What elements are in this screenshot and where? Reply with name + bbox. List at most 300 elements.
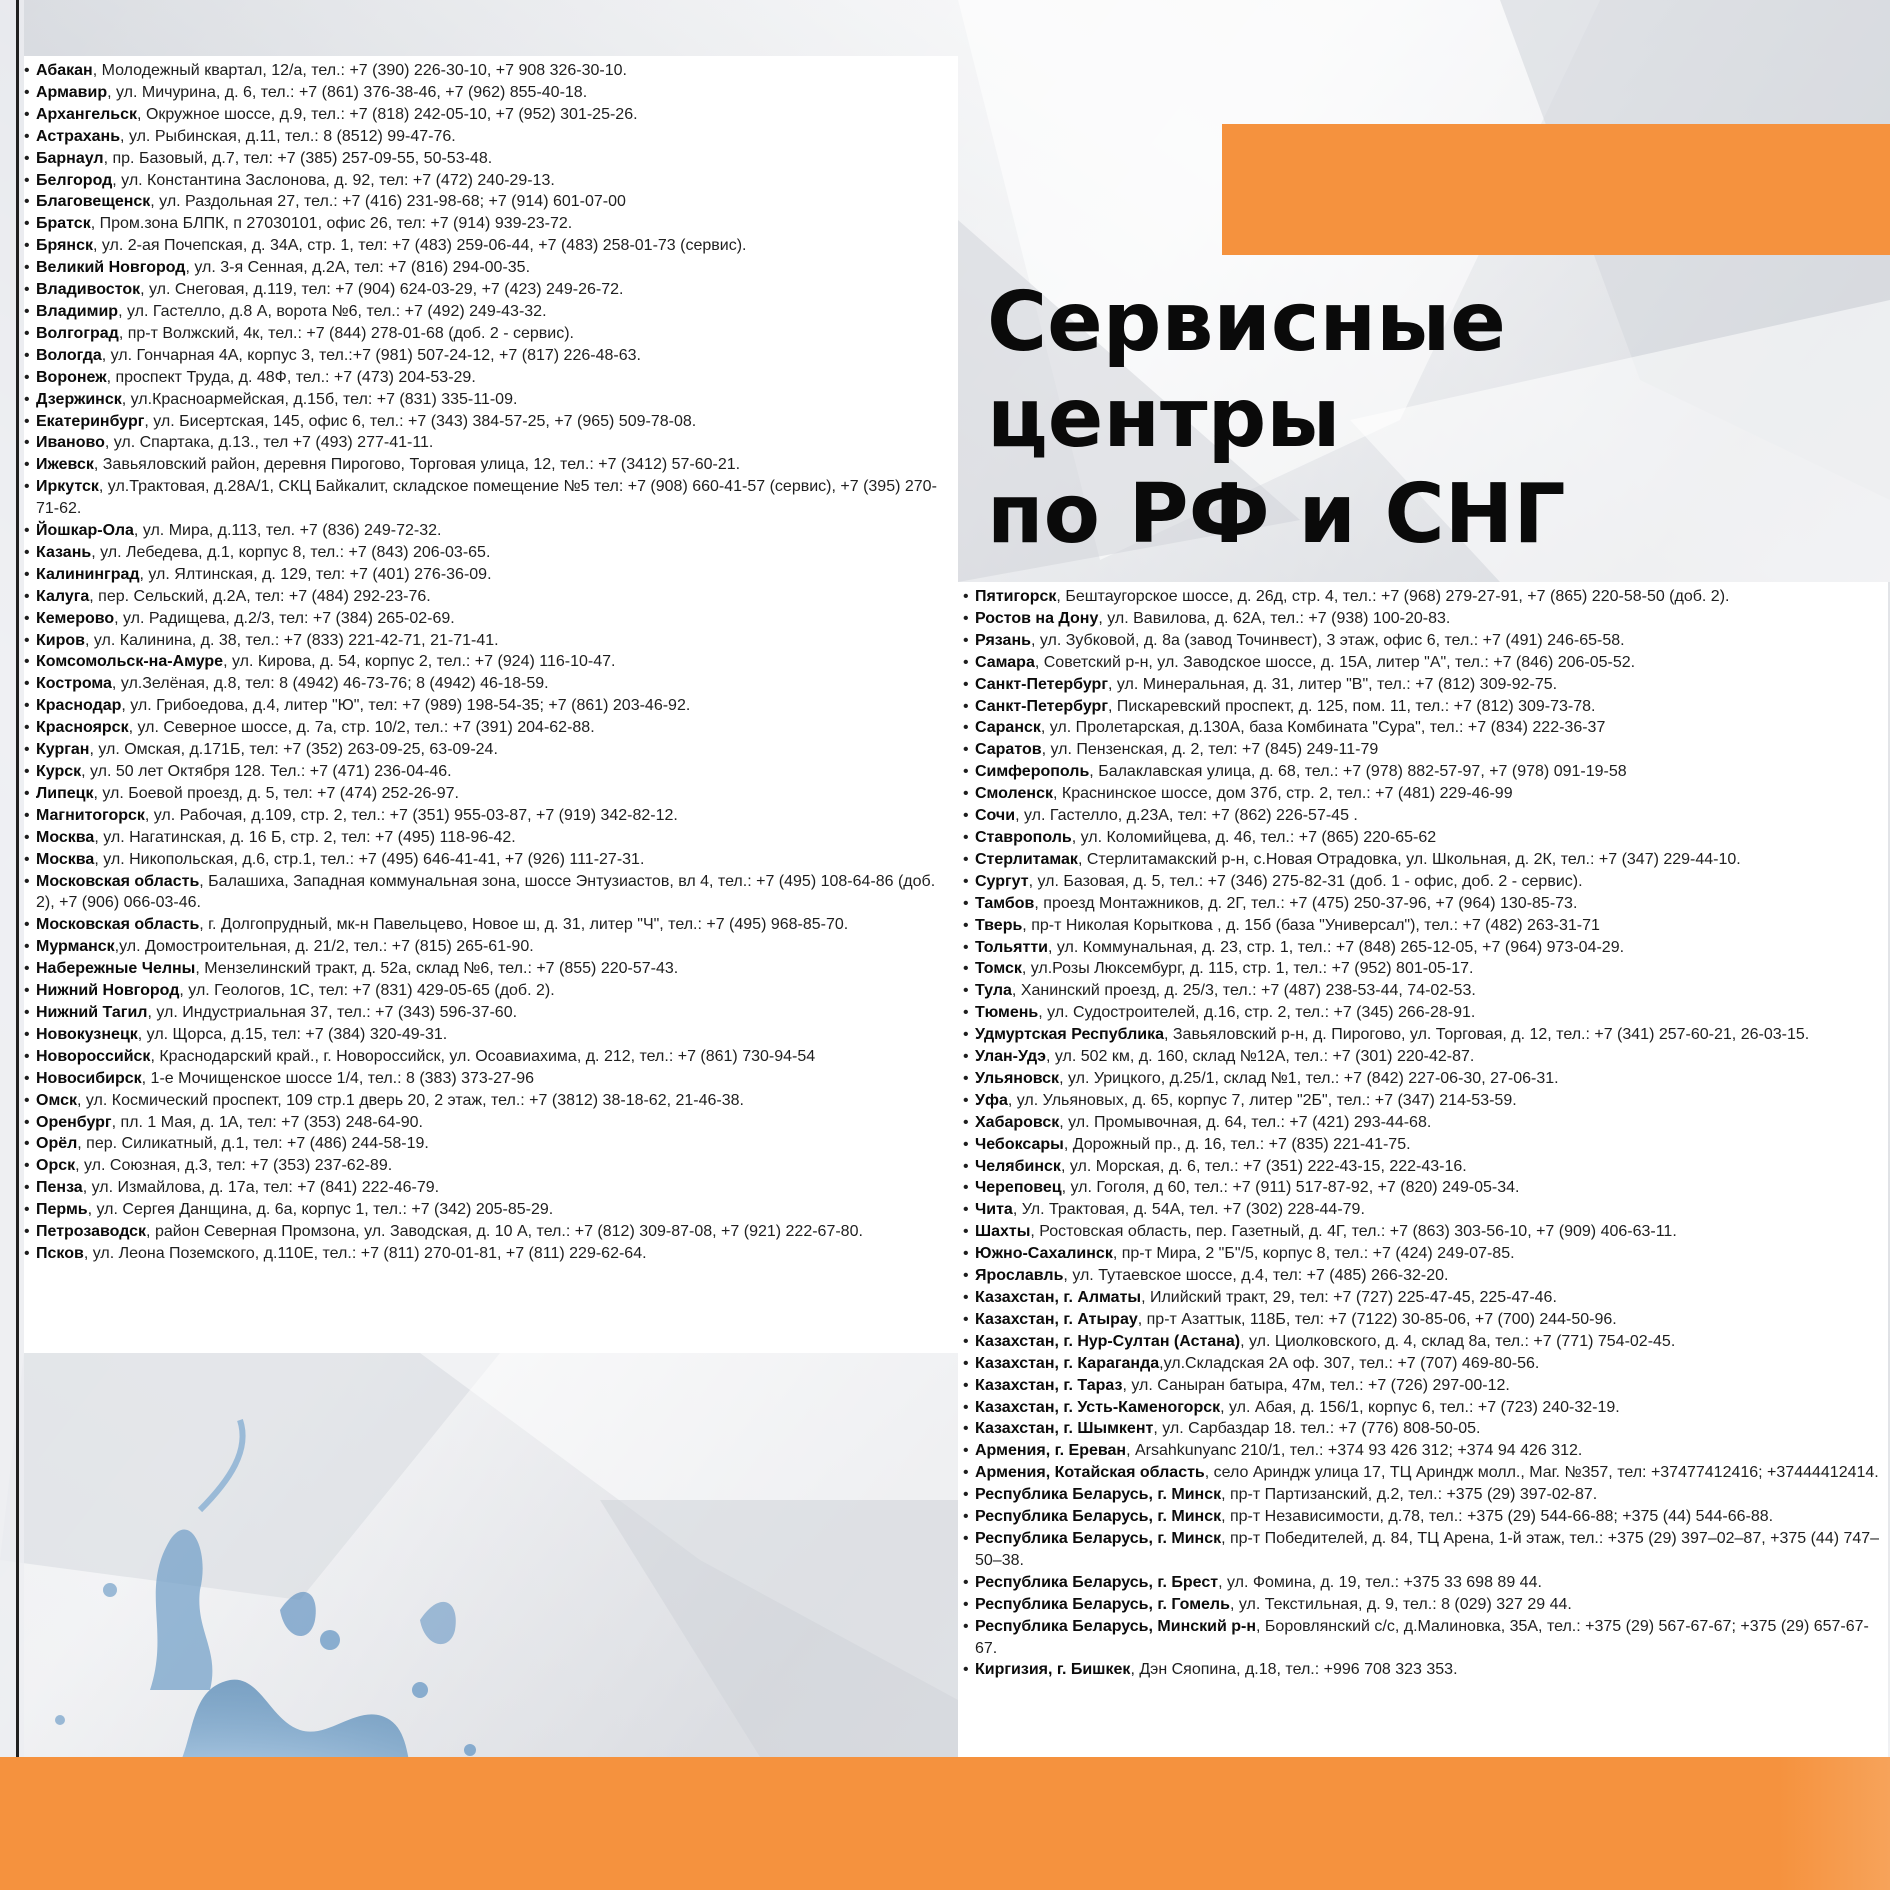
service-center-item bbox=[963, 1309, 1883, 1331]
service-center-city: Киров bbox=[36, 631, 85, 649]
service-center-details: , ул. 50 лет Октября 128. Тел.: +7 (471) 236-04-46. bbox=[81, 763, 452, 780]
service-center-details: , ул. Ульяновых, д. 65, корпус 7, литер "2Б", тел.: +7 (347) 214-53-59. bbox=[1007, 1091, 1517, 1109]
service-center-item bbox=[963, 1462, 1883, 1484]
service-center-details: , ул. Тутаевское шоссе, д.4, тел: +7 (485) 266-32-20. bbox=[1063, 1267, 1449, 1285]
service-center-item bbox=[963, 1068, 1883, 1090]
service-center-item bbox=[24, 761, 954, 783]
service-center-details: , ул. Рабочая, д.109, стр. 2, тел.: +7 (351) 955-03-87, +7 (919) 342-82-12. bbox=[144, 806, 678, 824]
service-center-city: Саранск bbox=[975, 719, 1041, 737]
service-center-city: Республика Беларусь, г. Минск bbox=[975, 1529, 1222, 1547]
service-center-city: Чебоксары bbox=[975, 1135, 1064, 1153]
service-center-city: Владимир bbox=[36, 302, 119, 320]
service-center-details: , ул. Базовая, д. 5, тел.: +7 (346) 275-82-31 (доб. 1 - офис, доб. 2 - сервис). bbox=[1028, 872, 1583, 890]
service-center-item bbox=[24, 1002, 954, 1024]
service-center-details: , Ростовская область, пер. Газетный, д. 4Г, тел.: +7 (863) 303-56-10, +7 (909) 406-63-11. bbox=[1030, 1223, 1677, 1241]
service-center-city: Кострома bbox=[36, 675, 112, 693]
service-center-item bbox=[963, 958, 1883, 980]
service-center-item bbox=[24, 958, 954, 980]
service-center-details: , Пром.зона БЛПК, п 27030101, офис 26, тел: +7 (914) 939-23-72. bbox=[90, 215, 573, 233]
service-center-details: , район Северная Промзона, ул. Заводская, д. 10 А, тел.: +7 (812) 309-87-08, +7 (921) 222-67-80. bbox=[146, 1223, 863, 1241]
service-center-city: Казахстан, г. Атырау bbox=[975, 1310, 1138, 1328]
service-center-item bbox=[963, 1594, 1883, 1616]
service-center-city: Вологда bbox=[36, 346, 102, 364]
service-center-item bbox=[963, 1440, 1883, 1462]
header-accent-block bbox=[1222, 124, 1890, 255]
service-center-details: , ул. Текстильная, д. 9, тел.: 8 (029) 327 29 44. bbox=[1229, 1595, 1572, 1613]
service-center-item bbox=[963, 652, 1883, 674]
service-center-item bbox=[963, 739, 1883, 761]
service-center-details: , пр-т Мира, 2 "Б"/5, корпус 8, тел.: +7 (424) 249-07-85. bbox=[1112, 1245, 1515, 1263]
service-center-city: Тамбов bbox=[975, 894, 1035, 912]
service-center-city: Казахстан, г. Тараз bbox=[975, 1376, 1123, 1394]
service-center-item bbox=[24, 411, 954, 433]
service-center-item bbox=[24, 257, 954, 279]
service-center-item bbox=[963, 1177, 1883, 1199]
service-center-item bbox=[24, 564, 954, 586]
service-center-details: , пер. Силикатный, д.1, тел: +7 (486) 244-58-19. bbox=[77, 1135, 429, 1153]
service-center-details: , 1-е Мочищенское шоссе 1/4, тел.: 8 (383) 373-27-96 bbox=[141, 1069, 535, 1087]
service-center-details: , ул. Геологов, 1С, тел: +7 (831) 429-05-65 (доб. 2). bbox=[179, 982, 555, 1000]
service-center-item bbox=[24, 476, 954, 520]
service-center-details: , ул. Гоголя, д 60, тел.: +7 (911) 517-87-92, +7 (820) 249-05-34. bbox=[1061, 1179, 1520, 1197]
service-center-item bbox=[24, 389, 954, 411]
service-center-details: , Ул. Трактовая, д. 54А, тел. +7 (302) 228-44-79. bbox=[1012, 1201, 1365, 1219]
service-center-details: , ул. Морская, д. 6, тел.: +7 (351) 222-43-15, 222-43-16. bbox=[1060, 1157, 1467, 1175]
service-center-item bbox=[24, 60, 954, 82]
service-center-item bbox=[24, 1199, 954, 1221]
service-center-city: Курган bbox=[36, 741, 90, 759]
service-center-city: Краснодар bbox=[36, 697, 122, 715]
service-center-item bbox=[24, 148, 954, 170]
service-center-city: Республика Беларусь, г. Минск bbox=[975, 1508, 1222, 1526]
service-center-details: , ул. Спартака, д.13., тел +7 (493) 277-41-11. bbox=[104, 434, 434, 452]
service-center-city: Удмуртская Республика bbox=[975, 1026, 1164, 1044]
service-center-details: , ул. Нагатинская, д. 16 Б, стр. 2, тел: +7 (495) 118-96-42. bbox=[94, 828, 516, 846]
service-center-item bbox=[963, 805, 1883, 827]
service-center-item bbox=[24, 914, 954, 936]
service-center-details: , Балаклавская улица, д. 68, тел.: +7 (978) 882-57-97, +7 (978) 091-19-58 bbox=[1089, 763, 1627, 781]
service-center-city: Сочи bbox=[975, 807, 1016, 825]
service-center-city: Казахстан, г. Шымкент bbox=[975, 1420, 1154, 1438]
service-center-city: Армения, Котайская область bbox=[975, 1464, 1205, 1482]
service-center-item bbox=[963, 871, 1883, 893]
service-center-city: Челябинск bbox=[975, 1157, 1061, 1175]
service-center-item bbox=[24, 82, 954, 104]
service-center-details: , Arsahkunyanc 210/1, тел.: +374 93 426 312; +374 94 426 312. bbox=[1126, 1442, 1583, 1460]
service-center-details: , ул. Бисертская, 145, офис 6, тел.: +7 (343) 384-57-25, +7 (965) 509-78-08. bbox=[144, 412, 697, 430]
service-center-item bbox=[24, 849, 954, 871]
service-center-item bbox=[963, 783, 1883, 805]
service-center-item bbox=[24, 805, 954, 827]
service-center-city: Иваново bbox=[36, 434, 105, 452]
service-center-city: Чита bbox=[975, 1201, 1013, 1219]
service-center-item bbox=[24, 213, 954, 235]
service-center-city: Шахты bbox=[975, 1223, 1031, 1241]
service-center-details: , ул. 2-ая Почепская, д. 34А, стр. 1, тел: +7 (483) 259-06-44, +7 (483) 258-01-73 (сервис). bbox=[92, 237, 747, 255]
service-center-city: Пенза bbox=[36, 1179, 83, 1197]
service-center-item bbox=[24, 717, 954, 739]
service-center-details: , ул. Леона Поземского, д.110Е, тел.: +7 (811) 270-01-81, +7 (811) 229-62-64. bbox=[83, 1244, 647, 1262]
service-center-details: , ул. Судостроителей, д.16, стр. 2, тел.: +7 (345) 266-28-91. bbox=[1038, 1004, 1476, 1022]
title-line-2: по РФ и СНГ bbox=[987, 467, 1566, 562]
service-center-details: , Ханинский проезд, д. 25/3, тел.: +7 (487) 238-53-44, 74-02-53. bbox=[1011, 982, 1476, 1000]
service-center-item bbox=[24, 1046, 954, 1068]
service-center-details: , Пискаревский проспект, д. 125, пом. 11, тел.: +7 (812) 309-73-78. bbox=[1107, 697, 1596, 715]
service-center-city: Череповец bbox=[975, 1179, 1062, 1197]
service-center-city: Воронеж bbox=[36, 368, 107, 386]
service-center-details: , ул. Северное шоссе, д. 7а, стр. 10/2, тел.: +7 (391) 204-62-88. bbox=[128, 719, 595, 737]
service-center-item bbox=[24, 630, 954, 652]
service-center-details: , ул. Гастелло, д.8 А, ворота №6, тел.: +7 (492) 249-43-32. bbox=[118, 302, 547, 320]
service-centers-list-left bbox=[24, 60, 954, 1265]
service-center-details: , село Ариндж улица 17, ТЦ Ариндж молл., Маг. №357, тел: +37477412416; +37444412414. bbox=[1204, 1464, 1879, 1482]
service-center-item bbox=[24, 1133, 954, 1155]
service-center-item bbox=[963, 915, 1883, 937]
service-center-details: , г. Долгопрудный, мк-н Павельцево, Новое ш, д. 31, литер "Ч", тел.: +7 (495) 968-85-70. bbox=[199, 916, 849, 934]
service-center-details: , пр-т Азаттык, 118Б, тел: +7 (7122) 30-85-06, +7 (700) 244-50-96. bbox=[1137, 1310, 1617, 1328]
service-center-details: , Завьяловский район, деревня Пирогово, Торговая улица, 12, тел.: +7 (3412) 57-60-21. bbox=[93, 456, 741, 474]
service-center-city: Оренбург bbox=[36, 1113, 112, 1131]
service-center-item bbox=[24, 783, 954, 805]
service-center-city: Московская область bbox=[36, 872, 200, 890]
service-center-details: , ул. Саныран батыра, 47м, тел.: +7 (726) 297-00-12. bbox=[1122, 1376, 1510, 1394]
service-center-item bbox=[24, 542, 954, 564]
service-center-details: , ул. Щорса, д.15, тел: +7 (384) 320-49-31. bbox=[137, 1025, 448, 1043]
service-center-details: , пер. Сельский, д.2А, тел: +7 (484) 292-23-76. bbox=[89, 587, 431, 605]
service-center-item bbox=[963, 761, 1883, 783]
service-center-city: Астрахань bbox=[36, 127, 121, 145]
service-center-details: , пр-т Независимости, д.78, тел.: +375 (29) 544-66-88; +375 (44) 544-66-88. bbox=[1221, 1508, 1774, 1526]
service-center-item bbox=[24, 651, 954, 673]
service-center-city: Самара bbox=[975, 653, 1035, 671]
service-center-item bbox=[963, 696, 1883, 718]
service-center-item bbox=[963, 1002, 1883, 1024]
service-center-details: , ул. Омская, д.171Б, тел: +7 (352) 263-09-25, 63-09-24. bbox=[89, 741, 498, 759]
service-center-item bbox=[963, 1090, 1883, 1112]
service-center-city: Пятигорск bbox=[975, 588, 1057, 605]
service-center-item bbox=[963, 827, 1883, 849]
service-center-city: Новокузнецк bbox=[36, 1025, 138, 1043]
service-center-city: Новороссийск bbox=[36, 1047, 151, 1065]
service-center-details: , ул. Союзная, д.3, тел: +7 (353) 237-62-89. bbox=[75, 1157, 393, 1175]
service-center-city: Республика Беларусь, г. Минск bbox=[975, 1486, 1222, 1504]
service-center-details: , пр-т Партизанский, д.2, тел.: +375 (29) 397-02-87. bbox=[1221, 1486, 1598, 1504]
service-center-item bbox=[24, 126, 954, 148]
service-center-city: Республика Беларусь, г. Брест bbox=[975, 1573, 1219, 1591]
service-center-city: Саратов bbox=[975, 741, 1042, 759]
service-center-details: , ул.Зелёная, д.8, тел: 8 (4942) 46-73-76; 8 (4942) 46-18-59. bbox=[111, 675, 549, 693]
service-center-city: Москва bbox=[36, 828, 95, 846]
service-center-item bbox=[24, 301, 954, 323]
service-center-details: , ул. Никопольская, д.6, стр.1, тел.: +7 (495) 646-41-41, +7 (926) 111-27-31. bbox=[94, 850, 645, 868]
service-center-details: , Боровлянский с/с, д.Малиновка, 35А, тел.: +375 (29) 567-67-67; +375 (29) 657-67-67. bbox=[975, 1617, 1869, 1657]
service-center-details: , пр. Базовый, д.7, тел: +7 (385) 257-09-55, 50-53-48. bbox=[103, 149, 493, 167]
service-center-details: , ул. Абая, д. 156/1, корпус 6, тел.: +7 (723) 240-32-19. bbox=[1220, 1398, 1620, 1416]
service-center-city: Петрозаводск bbox=[36, 1223, 147, 1241]
service-center-city: Казань bbox=[36, 543, 92, 561]
service-center-city: Псков bbox=[36, 1244, 84, 1262]
service-center-details: , Советский р-н, ул. Заводское шоссе, д. 15А, литер "А", тел.: +7 (846) 206-05-52. bbox=[1034, 653, 1636, 671]
service-center-details: , ул. Мира, д.113, тел. +7 (836) 249-72-32. bbox=[133, 522, 442, 540]
service-center-item bbox=[963, 1024, 1883, 1046]
service-center-city: Благовещенск bbox=[36, 193, 151, 211]
service-center-city: Санкт-Петербург bbox=[975, 697, 1108, 715]
service-center-item bbox=[24, 936, 954, 958]
service-center-city: Магнитогорск bbox=[36, 806, 145, 824]
service-center-city: Ставрополь bbox=[975, 828, 1072, 846]
service-center-city: Йошкар-Ола bbox=[36, 522, 134, 540]
service-center-city: Московская область bbox=[36, 916, 200, 934]
service-center-details: , Завьяловский р-н, д. Пирогово, ул. Торговая, д. 12, тел.: +7 (341) 257-60-21, 26-03-15. bbox=[1164, 1026, 1810, 1044]
service-center-details: , Бештаугорское шоссе, д. 26д, стр. 4, тел.: +7 (968) 279-27-91, +7 (865) 220-58-50 (доб. 2). bbox=[1056, 588, 1730, 605]
service-center-details: , ул. Фомина, д. 19, тел.: +375 33 698 89 44. bbox=[1218, 1573, 1542, 1591]
service-center-city: Братск bbox=[36, 215, 91, 233]
service-center-city: Нижний Новгород bbox=[36, 982, 180, 1000]
service-center-item bbox=[24, 104, 954, 126]
service-center-details: , Мензелинский тракт, д. 52а, склад №6, тел.: +7 (855) 220-57-43. bbox=[195, 960, 679, 978]
service-center-item bbox=[24, 1112, 954, 1134]
service-center-details: , ул. Радищева, д.2/3, тел: +7 (384) 265-02-69. bbox=[114, 609, 455, 627]
service-center-item bbox=[963, 1353, 1883, 1375]
service-center-city: Белгород bbox=[36, 171, 113, 189]
service-center-city: Республика Беларусь, Минский р-н bbox=[975, 1617, 1257, 1635]
service-center-city: Армения, г. Ереван bbox=[975, 1442, 1127, 1460]
service-center-details: , ул. Гончарная 4А, корпус 3, тел.:+7 (981) 507-24-12, +7 (817) 226-48-63. bbox=[101, 346, 641, 364]
service-center-city: Киргизия, г. Бишкек bbox=[975, 1661, 1131, 1679]
service-center-item bbox=[24, 323, 954, 345]
service-center-details: , Окружное шоссе, д.9, тел.: +7 (818) 242-05-10, +7 (952) 301-25-26. bbox=[137, 105, 638, 123]
service-center-city: Мурманск bbox=[36, 938, 115, 956]
service-center-details: , ул. Коломийцева, д. 46, тел.: +7 (865) 220-65-62 bbox=[1071, 828, 1437, 846]
service-center-item bbox=[963, 1243, 1883, 1265]
service-center-item bbox=[963, 1528, 1883, 1572]
service-center-details: , пр-т Волжский, 4к, тел.: +7 (844) 278-01-68 (доб. 2 - сервис). bbox=[118, 324, 574, 342]
service-center-city: Орск bbox=[36, 1157, 76, 1175]
service-center-city: Волгоград bbox=[36, 324, 119, 342]
service-center-item bbox=[963, 717, 1883, 739]
service-center-details: , ул. 502 км, д. 160, склад №12А, тел.: +7 (301) 220-42-87. bbox=[1045, 1048, 1475, 1066]
service-center-item bbox=[963, 1265, 1883, 1287]
service-center-item bbox=[963, 937, 1883, 959]
service-center-details: , ул. Пролетарская, д.130А, база Комбината "Сура", тел.: +7 (834) 222-36-37 bbox=[1040, 719, 1606, 737]
service-center-item bbox=[24, 586, 954, 608]
service-center-item bbox=[963, 674, 1883, 696]
service-center-item bbox=[24, 871, 954, 915]
service-center-details: ,ул. Домостроительная, д. 21/2, тел.: +7 (815) 265-61-90. bbox=[114, 938, 534, 956]
service-center-item bbox=[963, 1506, 1883, 1528]
service-center-details: , ул. Гастелло, д.23А, тел: +7 (862) 226-57-45 . bbox=[1015, 807, 1358, 825]
service-center-item bbox=[963, 1572, 1883, 1594]
service-center-item bbox=[24, 739, 954, 761]
service-center-details: , ул. Рыбинская, д.11, тел.: 8 (8512) 99-47-76. bbox=[120, 127, 456, 145]
service-center-item bbox=[24, 673, 954, 695]
service-center-item bbox=[963, 1199, 1883, 1221]
service-center-item bbox=[24, 1177, 954, 1199]
service-center-city: Ярославль bbox=[975, 1267, 1064, 1285]
page-title bbox=[987, 275, 1867, 563]
service-centers-list-right bbox=[963, 586, 1883, 1681]
service-center-city: Барнаул bbox=[36, 149, 104, 167]
service-center-details: , ул. Минеральная, д. 31, литер "В", тел.: +7 (812) 309-92-75. bbox=[1107, 675, 1558, 693]
service-center-details: , Дэн Сяопина, д.18, тел.: +996 708 323 353. bbox=[1130, 1661, 1458, 1679]
service-center-details: , ул. Раздольная 27, тел.: +7 (416) 231-98-68; +7 (914) 601-07-00 bbox=[150, 193, 626, 211]
service-center-city: Орёл bbox=[36, 1135, 78, 1153]
service-center-item bbox=[24, 520, 954, 542]
service-center-city: Нижний Тагил bbox=[36, 1003, 148, 1021]
service-center-item bbox=[24, 1155, 954, 1177]
service-center-city: Ижевск bbox=[36, 456, 94, 474]
service-center-item bbox=[24, 170, 954, 192]
service-center-item bbox=[24, 608, 954, 630]
service-center-item bbox=[24, 191, 954, 213]
service-center-city: Брянск bbox=[36, 237, 93, 255]
service-center-details: , ул.Розы Люксембург, д. 115, стр. 1, тел.: +7 (952) 801-05-17. bbox=[1021, 960, 1474, 978]
service-center-details: , Дорожный пр., д. 16, тел.: +7 (835) 221-41-75. bbox=[1063, 1135, 1411, 1153]
service-center-item bbox=[24, 235, 954, 257]
service-center-city: Тюмень bbox=[975, 1004, 1039, 1022]
service-center-details: , ул. Константина Заслонова, д. 92, тел: +7 (472) 240-29-13. bbox=[112, 171, 555, 189]
service-center-details: , ул. Космический проспект, 109 стр.1 дверь 20, 2 этаж, тел.: +7 (3812) 38-18-62, 21-46-38. bbox=[76, 1091, 744, 1109]
service-center-details: , Стерлитамакский р-н, с.Новая Отрадовка, ул. Школьная, д. 2К, тел.: +7 (347) 229-44-10. bbox=[1077, 850, 1741, 868]
footer-accent-fade bbox=[1778, 1757, 1890, 1890]
service-center-city: Новосибирск bbox=[36, 1069, 142, 1087]
service-center-details: , ул. Мичурина, д. 6, тел.: +7 (861) 376-38-46, +7 (962) 855-40-18. bbox=[107, 83, 588, 101]
service-center-item bbox=[24, 827, 954, 849]
service-center-city: Томск bbox=[975, 960, 1022, 978]
service-center-item bbox=[963, 1134, 1883, 1156]
service-center-item bbox=[24, 279, 954, 301]
service-center-city: Иркутск bbox=[36, 478, 99, 496]
service-center-item bbox=[963, 608, 1883, 630]
service-center-city: Омск bbox=[36, 1091, 77, 1109]
service-center-city: Казахстан, г. Усть-Каменогорск bbox=[975, 1398, 1221, 1416]
service-center-city: Улан-Удэ bbox=[975, 1048, 1046, 1066]
service-center-city: Липецк bbox=[36, 784, 94, 802]
service-center-city: Кемерово bbox=[36, 609, 115, 627]
service-center-city: Калуга bbox=[36, 587, 90, 605]
service-center-details: , ул. Циолковского, д. 4, склад 8а, тел.: +7 (771) 754-02-45. bbox=[1240, 1332, 1676, 1350]
service-center-city: Рязань bbox=[975, 631, 1031, 649]
service-center-city: Абакан bbox=[36, 62, 93, 79]
service-center-city: Пермь bbox=[36, 1201, 88, 1219]
service-center-city: Санкт-Петербург bbox=[975, 675, 1108, 693]
service-center-city: Сургут bbox=[975, 872, 1029, 890]
service-center-details: ,ул.Складская 2А оф. 307, тел.: +7 (707) 469-80-56. bbox=[1159, 1354, 1540, 1372]
service-center-details: , ул.Красноармейская, д.15б, тел: +7 (831) 335-11-09. bbox=[121, 390, 518, 408]
service-center-item bbox=[24, 695, 954, 717]
service-center-details: , ул. Ялтинская, д. 129, тел: +7 (401) 276-36-09. bbox=[139, 565, 492, 583]
service-center-item bbox=[963, 1287, 1883, 1309]
service-center-city: Стерлитамак bbox=[975, 850, 1078, 868]
service-center-city: Хабаровск bbox=[975, 1113, 1060, 1131]
service-center-details: , ул. Зубковой, д. 8а (завод Точинвест), 3 этаж, офис 6, тел.: +7 (491) 246-65-58. bbox=[1030, 631, 1625, 649]
service-center-item bbox=[24, 367, 954, 389]
service-center-item bbox=[963, 1484, 1883, 1506]
service-center-city: Москва bbox=[36, 850, 95, 868]
service-center-city: Екатеринбург bbox=[36, 412, 145, 430]
service-center-item bbox=[963, 586, 1883, 608]
service-center-item bbox=[963, 1616, 1883, 1660]
service-center-details: , проспект Труда, д. 48Ф, тел.: +7 (473) 204-53-29. bbox=[106, 368, 476, 386]
service-center-item bbox=[963, 893, 1883, 915]
service-center-city: Ростов на Дону bbox=[975, 609, 1099, 627]
service-center-item bbox=[24, 1090, 954, 1112]
service-center-city: Тверь bbox=[975, 916, 1023, 934]
service-center-item bbox=[963, 849, 1883, 871]
service-center-details: , Краснинское шоссе, дом 37б, стр. 2, тел.: +7 (481) 229-46-99 bbox=[1052, 785, 1513, 803]
service-center-details: , ул. Лебедева, д.1, корпус 8, тел.: +7 (843) 206-03-65. bbox=[91, 543, 491, 561]
service-center-details: , Краснодарский край., г. Новороссийск, ул. Осоавиахима, д. 212, тел.: +7 (861) 730-94-54 bbox=[150, 1047, 816, 1065]
service-center-item bbox=[963, 1331, 1883, 1353]
service-center-details: , ул. Коммунальная, д. 23, стр. 1, тел.: +7 (848) 265-12-05, +7 (964) 973-04-29. bbox=[1047, 938, 1625, 956]
service-center-city: Архангельск bbox=[36, 105, 138, 123]
service-center-details: , ул. Пензенская, д. 2, тел: +7 (845) 249-11-79 bbox=[1041, 741, 1379, 759]
service-center-item bbox=[963, 1221, 1883, 1243]
service-center-item bbox=[963, 1418, 1883, 1440]
service-center-details: , Молодежный квартал, 12/а, тел.: +7 (390) 226-30-10, +7 908 326-30-10. bbox=[92, 62, 627, 79]
service-center-city: Курск bbox=[36, 763, 82, 780]
service-center-item bbox=[963, 1659, 1883, 1681]
footer-accent-band bbox=[0, 1757, 1890, 1890]
service-center-city: Красноярск bbox=[36, 719, 129, 737]
service-center-item bbox=[24, 980, 954, 1002]
service-center-item bbox=[24, 345, 954, 367]
title-line-1: Сервисные центры bbox=[987, 275, 1506, 466]
service-center-details: , ул. Сарбаздар 18. тел.: +7 (776) 808-50-05. bbox=[1153, 1420, 1481, 1438]
service-center-details: , ул. Вавилова, д. 62А, тел.: +7 (938) 100-20-83. bbox=[1098, 609, 1451, 627]
service-center-city: Казахстан, г. Алматы bbox=[975, 1289, 1142, 1306]
service-center-details: , ул. Урицкого, д.25/1, склад №1, тел.: +7 (842) 227-06-30, 27-06-31. bbox=[1059, 1069, 1559, 1087]
service-center-city: Великий Новгород bbox=[36, 259, 186, 277]
service-center-item bbox=[24, 432, 954, 454]
service-center-details: , пр-т Победителей, д. 84, ТЦ Арена, 1-й этаж, тел.: +375 (29) 397–02–87, +375 (44) 747–50–38. bbox=[975, 1529, 1880, 1569]
service-center-details: , ул.Трактовая, д.28А/1, СКЦ Байкалит, складское помещение №5 тел: +7 (908) 660-41-57 (сервис), +7 (395) 270-71-62. bbox=[36, 478, 937, 518]
service-center-item bbox=[24, 1068, 954, 1090]
service-center-city: Владивосток bbox=[36, 281, 141, 299]
service-center-city: Ульяновск bbox=[975, 1069, 1060, 1087]
service-center-city: Дзержинск bbox=[36, 390, 122, 408]
service-center-item bbox=[963, 1156, 1883, 1178]
service-center-city: Уфа bbox=[975, 1091, 1008, 1109]
service-center-details: , пр-т Николая Корыткова , д. 15б (база "Универсал"), тел.: +7 (482) 263-31-71 bbox=[1022, 916, 1600, 934]
service-center-city: Казахстан, г. Нур-Султан (Астана) bbox=[975, 1332, 1241, 1350]
service-center-city: Тула bbox=[975, 982, 1012, 1000]
service-center-city: Тольятти bbox=[975, 938, 1048, 956]
service-center-item bbox=[963, 1112, 1883, 1134]
service-center-details: , ул. Калинина, д. 38, тел.: +7 (833) 221-42-71, 21-71-41. bbox=[84, 631, 499, 649]
service-center-city: Казахстан, г. Караганда bbox=[975, 1354, 1160, 1372]
service-center-city: Калининград bbox=[36, 565, 140, 583]
service-center-item bbox=[24, 1221, 954, 1243]
service-center-details: , ул. Измайлова, д. 17а, тел: +7 (841) 222-46-79. bbox=[82, 1179, 440, 1197]
service-center-details: , ул. Индустриальная 37, тел.: +7 (343) 596-37-60. bbox=[147, 1003, 518, 1021]
service-center-item bbox=[963, 1046, 1883, 1068]
service-center-details: , ул. Промывочная, д. 64, тел.: +7 (421) 293-44-68. bbox=[1059, 1113, 1432, 1131]
service-center-details: , Илийский тракт, 29, тел: +7 (727) 225-47-45, 225-47-46. bbox=[1141, 1289, 1557, 1306]
service-center-details: , проезд Монтажников, д. 2Г, тел.: +7 (475) 250-37-96, +7 (964) 130-85-73. bbox=[1034, 894, 1578, 912]
service-center-item bbox=[24, 454, 954, 476]
service-center-item bbox=[963, 1397, 1883, 1419]
service-center-item bbox=[963, 1375, 1883, 1397]
service-center-details: , Балашиха, Западная коммунальная зона, шоссе Энтузиастов, вл 4, тел.: +7 (495) 108-64-86 (доб. 2), +7 (906) 066-03-46. bbox=[36, 872, 936, 912]
service-center-item bbox=[963, 980, 1883, 1002]
service-center-details: , пл. 1 Мая, д. 1А, тел: +7 (353) 248-64-90. bbox=[111, 1113, 423, 1131]
service-center-details: , ул. Грибоедова, д.4, литер "Ю", тел: +7 (989) 198-54-35; +7 (861) 203-46-92. bbox=[121, 697, 691, 715]
service-center-details: , ул. 3-я Сенная, д.2А, тел: +7 (816) 294-00-35. bbox=[185, 259, 531, 277]
service-center-city: Армавир bbox=[36, 83, 108, 101]
service-center-city: Симферополь bbox=[975, 763, 1090, 781]
service-center-city: Смоленск bbox=[975, 785, 1053, 803]
